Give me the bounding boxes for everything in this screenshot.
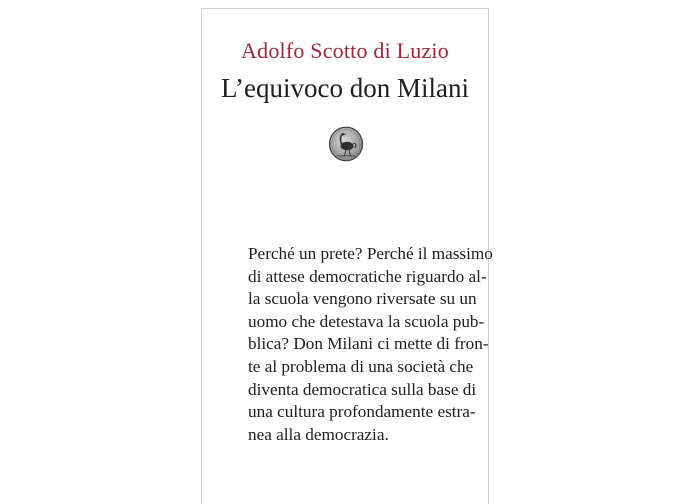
ostrich-seal-icon [328,126,364,162]
blurb-line: di attese democratiche riguardo al- [248,266,487,286]
book-cover [201,8,493,504]
blurb-line: Perché un prete? Perché il massimo [248,244,493,263]
blurb-line: blica? Don Milani ci mette di fron- [248,334,489,354]
book-blurb [248,243,493,446]
blurb-line: te al problema di una società che [248,356,474,376]
book-title: L’equivoco don Milani [221,73,469,103]
blurb-line: uomo che detestava la scuola pub- [248,311,485,331]
blurb-line: nea alla democrazia. [248,424,389,444]
blurb-line: la scuola vengono riversate su un [248,289,477,309]
blurb-line: diventa democratica sulla base di [248,379,477,399]
blurb-line: una cultura profondamente estra- [248,402,476,422]
book-author: Adolfo Scotto di Luzio [241,38,449,63]
